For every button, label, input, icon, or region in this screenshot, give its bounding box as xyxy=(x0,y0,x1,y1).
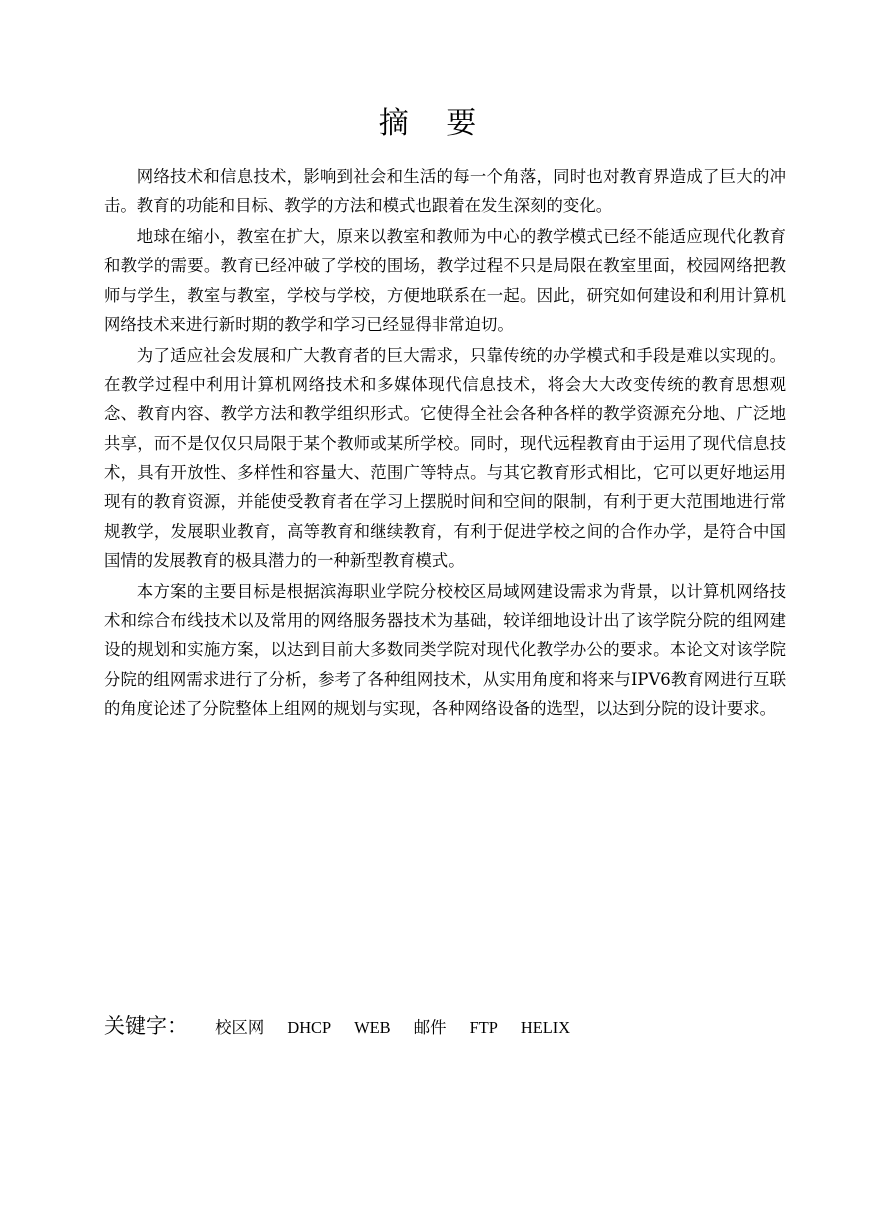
keywords-label: 关键字： xyxy=(104,1014,188,1038)
abstract-paragraph-1: 网络技术和信息技术，影响到社会和生活的每一个角落，同时也对教育界造成了巨大的冲击。教育的功能和目标、教学的方法和模式也跟着在发生深刻的变化。 xyxy=(104,167,786,216)
abstract-paragraph-3: 为了适应社会发展和广大教育者的巨大需求，只靠传统的办学模式和手段是难以实现的。在教学过程中利用计算机网络技术和多媒体现代信息技术，将会大大改变传统的教育思想观念、教育内容、教学方法和教学组织形式。它使得全社会各种各样的教学资源充分地、广泛地共享，而不是仅仅只局限于某个教师或某所学校。同时，现代远程教育由于运用了现代信息技术，具有开放性、多样性和容量大、范围广等特点。与其它教育形式相比，它可以更好地运用现有的教育资源，并能使受教育者在学习上摆脱时间和空间的限制，有利于更大范围地进行常规教学，发展职业教育，高等教育和继续教育，有利于促进学校之间的合作办学，是符合中国国情的发展教育的极具潜力的一种新型教育模式。 xyxy=(104,345,786,570)
keywords-line xyxy=(104,1010,786,1044)
keyword-item: DHCP xyxy=(287,1018,332,1037)
abstract-title: 摘 要 xyxy=(378,106,491,141)
keyword-item: 校区网 xyxy=(215,1018,265,1037)
keyword-item: 邮件 xyxy=(413,1018,447,1037)
abstract-paragraph-4: 本方案的主要目标是根据滨海职业学院分校校区局域网建设需求为背景，以计算机网络技术和综合布线技术以及常用的网络服务器技术为基础，较详细地设计出了该学院分院的组网建设的规划和实施方案，以达到目前大多数同类学院对现代化教学办公的要求。本论文对该学院分院的组网需求进行了分析，参考了各种组网技术，从实用角度和将来与IPV6教育网进行互联的角度论述了分院整体上组网的规划与实现，各种网络设备的选型，以达到分院的设计要求。 xyxy=(104,581,786,718)
abstract-paragraph-2: 地球在缩小，教室在扩大，原来以教室和教师为中心的教学模式已经不能适应现代化教育和教学的需要。教育已经冲破了学校的围场，教学过程不只是局限在教室里面，校园网络把教师与学生，教室与教室，学校与学校，方便地联系在一起。因此，研究如何建设和利用计算机网络技术来进行新时期的教学和学习已经显得非常迫切。 xyxy=(104,227,786,334)
keyword-item: HELIX xyxy=(520,1018,571,1037)
keyword-item: WEB xyxy=(354,1018,391,1037)
abstract-body xyxy=(104,162,786,725)
keyword-item: FTP xyxy=(469,1018,498,1037)
